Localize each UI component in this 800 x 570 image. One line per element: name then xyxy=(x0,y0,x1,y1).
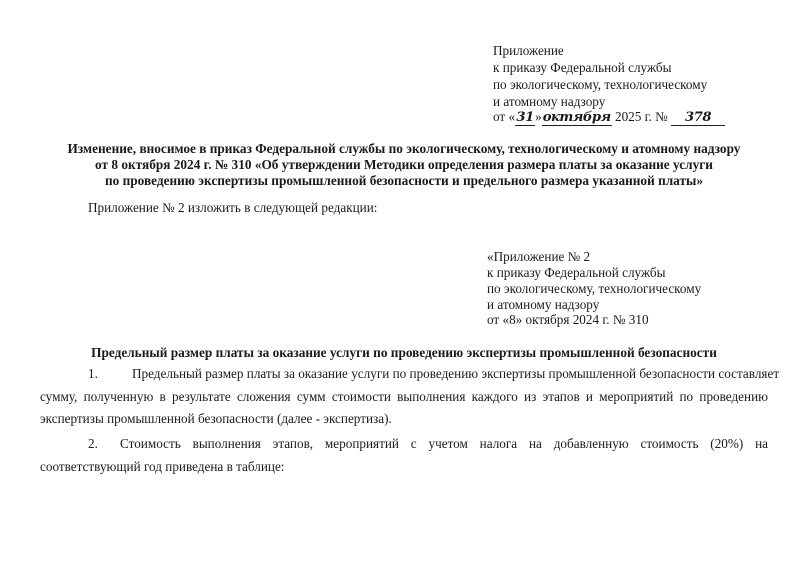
paragraph-2-line-2: соответствующий год приведена в таблице: xyxy=(40,459,285,474)
appendix-line-4: и атомному надзору xyxy=(487,297,600,312)
paragraph-1-line-1: Предельный размер платы за оказание услуги по проведению экспертизы промышленной безопасности составляет xyxy=(132,366,780,381)
doc-number-handwritten: 378 xyxy=(671,110,725,126)
header-line-4: и атомному надзору xyxy=(493,94,606,109)
appendix-line-1: «Приложение № 2 xyxy=(487,249,591,264)
date-month-handwritten: октября xyxy=(542,110,611,125)
header-date-line xyxy=(493,108,725,126)
paragraph-1-line-2: сумму, полученную в результате сложения сумм стоимости выполнения каждого из этапов и мероприятий по проведению xyxy=(40,389,768,404)
paragraph-2-line-1: Стоимость выполнения этапов, мероприятий с учетом налога на добавленную стоимость (20%) на xyxy=(120,436,768,451)
paragraph-1-number: 1. xyxy=(88,366,98,381)
appendix-line-2: к приказу Федеральной службы xyxy=(487,265,666,280)
appendix-line-5: от «8» октября 2024 г. № 310 xyxy=(487,312,649,327)
section-title: Предельный размер платы за оказание услуги по проведению экспертизы промышленной безопасности xyxy=(91,345,717,360)
date-day-handwritten: 31 xyxy=(516,110,534,125)
intro-text: Приложение № 2 изложить в следующей редакции: xyxy=(88,200,378,215)
header-line-3: по экологическому, технологическому xyxy=(493,77,708,92)
date-mid: » xyxy=(535,109,542,124)
appendix-line-3: по экологическому, технологическому xyxy=(487,281,702,296)
title-line-3: по проведению экспертизы промышленной безопасности и предельного размера указанной платы» xyxy=(104,173,704,188)
header-line-2: к приказу Федеральной службы xyxy=(493,60,672,75)
title-line-2: от 8 октября 2024 г. № 310 «Об утверждении Методики определения размера платы за оказание услуги xyxy=(95,157,713,172)
date-prefix: от « xyxy=(493,109,516,124)
paragraph-2-number: 2. xyxy=(88,436,98,451)
header-line-1: Приложение xyxy=(493,43,564,58)
date-year: 2025 г. № xyxy=(614,109,668,124)
title-line-1: Изменение, вносимое в приказ Федеральной службы по экологическому, технологическому и атомному надзору xyxy=(67,141,741,156)
paragraph-1-line-3: экспертизы промышленной безопасности (далее - экспертиза). xyxy=(40,411,392,426)
